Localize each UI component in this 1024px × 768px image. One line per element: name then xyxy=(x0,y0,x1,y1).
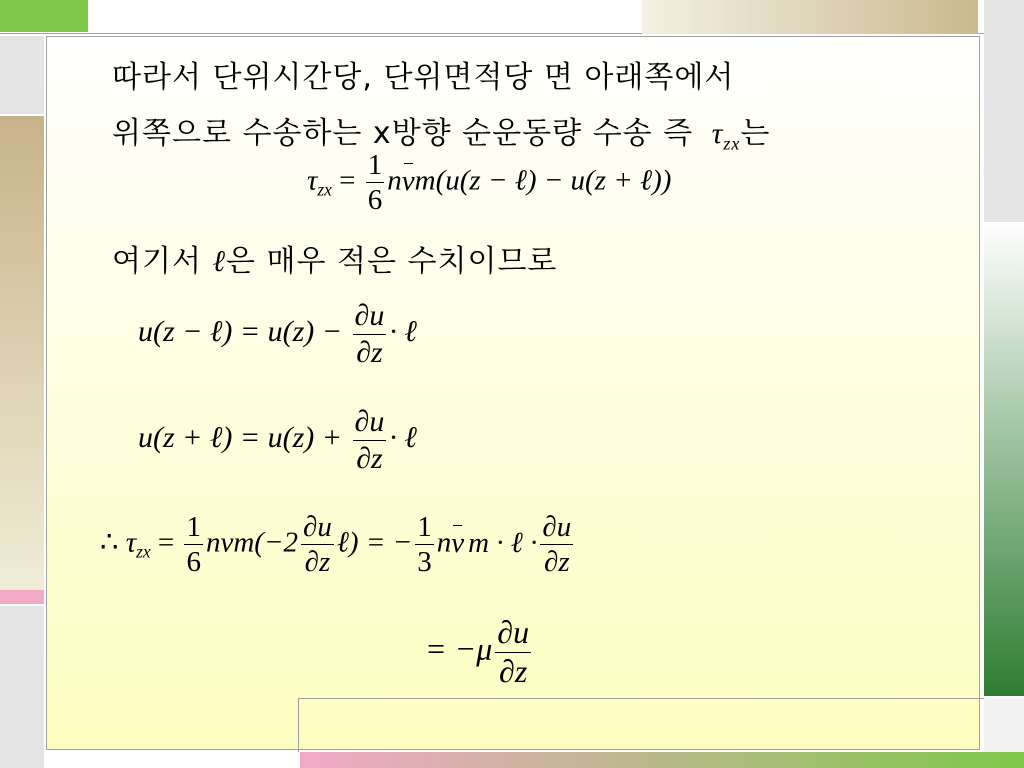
text-line-3-pre: 여기서 xyxy=(112,244,202,279)
eq1-tau: τ xyxy=(307,164,318,197)
equation-2 xyxy=(138,300,417,368)
equation-4 xyxy=(100,512,576,578)
eq1-n: n xyxy=(387,164,402,197)
text-line-2 xyxy=(112,108,770,154)
eq1-rest: m(u(z − ℓ) − u(z + ℓ)) xyxy=(414,164,672,197)
eq1-frac-den: 6 xyxy=(367,184,383,217)
eq5-frac-num: ∂u xyxy=(495,616,531,653)
eq2-fraction xyxy=(353,300,387,368)
eq1-equals: = xyxy=(331,164,363,197)
eq2-frac-den: ∂z xyxy=(356,335,383,369)
left-pink-strip xyxy=(0,590,44,604)
tau-symbol: τ xyxy=(711,117,724,150)
eq1-fraction xyxy=(366,150,385,216)
eq4-f1-num: 1 xyxy=(184,512,203,545)
left-tan-column xyxy=(0,116,44,590)
top-left-green-block xyxy=(0,0,88,32)
eq2-lhs: u(z − ℓ) = u(z) − xyxy=(138,314,350,348)
text-line-3 xyxy=(112,236,557,280)
eq1-subscript: zx xyxy=(317,179,332,200)
text-line-1: 따라서 단위시간당, 단위면적당 면 아래쪽에서 xyxy=(112,60,735,95)
eq4-fraction-3 xyxy=(415,512,434,578)
tau-subscript: zx xyxy=(723,133,741,154)
eq1-v-bar: v xyxy=(401,164,415,197)
eq4-fraction-4 xyxy=(540,512,573,578)
eq4-tau: τ xyxy=(125,526,137,559)
eq4-f3-num: 1 xyxy=(415,512,434,545)
eq4-mid: nvm(−2 xyxy=(205,526,298,559)
eq4-fraction-2 xyxy=(301,512,334,578)
bottom-pink-green-bar xyxy=(300,752,1024,768)
text-line-3-post: 은 매우 적은 수치이므로 xyxy=(226,244,558,279)
equation-1 xyxy=(307,150,671,216)
eq4-f4-num: ∂u xyxy=(540,512,573,545)
eq4-equals: = xyxy=(150,526,182,559)
text-line-2-body: 위쪽으로 수송하는 x방향 순운동량 수송 즉 xyxy=(112,116,694,151)
eq3-frac-den: ∂z xyxy=(356,441,383,475)
eq3-fraction xyxy=(353,406,387,474)
eq4-mid3: m · ℓ · xyxy=(468,526,538,559)
right-green-column xyxy=(984,222,1024,696)
bottom-inner-frame xyxy=(298,698,984,752)
eq2-rhs: · ℓ xyxy=(389,314,417,348)
eq4-f2-den: ∂z xyxy=(304,546,331,579)
eq4-v-bar: v xyxy=(451,526,465,559)
eq4-mid2: ℓ) = − xyxy=(336,526,413,559)
eq1-frac-num: 1 xyxy=(366,150,385,183)
eq4-f2-num: ∂u xyxy=(301,512,334,545)
equation-3 xyxy=(138,406,417,474)
eq4-f1-den: 6 xyxy=(186,546,201,579)
left-gray-block xyxy=(0,36,44,114)
eq5-fraction xyxy=(495,616,531,688)
eq4-subscript: zx xyxy=(136,541,151,562)
right-gray-column xyxy=(984,0,1024,222)
eq3-frac-num: ∂u xyxy=(353,406,387,441)
eq2-frac-num: ∂u xyxy=(353,300,387,335)
eq4-n: n xyxy=(436,526,452,559)
top-right-tan-block xyxy=(642,0,978,34)
left-bottom-gray xyxy=(0,606,44,768)
eq5-frac-den: ∂z xyxy=(499,652,528,689)
eq4-f3-den: 3 xyxy=(417,546,432,579)
text-line-2-end: 는 xyxy=(740,116,771,151)
eq4-therefore: ∴ xyxy=(100,526,119,559)
eq4-f4-den: ∂z xyxy=(543,546,570,579)
eq4-fraction-1 xyxy=(184,512,203,578)
eq3-lhs: u(z + ℓ) = u(z) + xyxy=(138,420,350,454)
equation-5 xyxy=(425,616,534,688)
ell-symbol: ℓ xyxy=(212,245,226,278)
eq3-rhs: · ℓ xyxy=(389,420,417,454)
eq5-lhs: = −μ xyxy=(425,630,493,667)
